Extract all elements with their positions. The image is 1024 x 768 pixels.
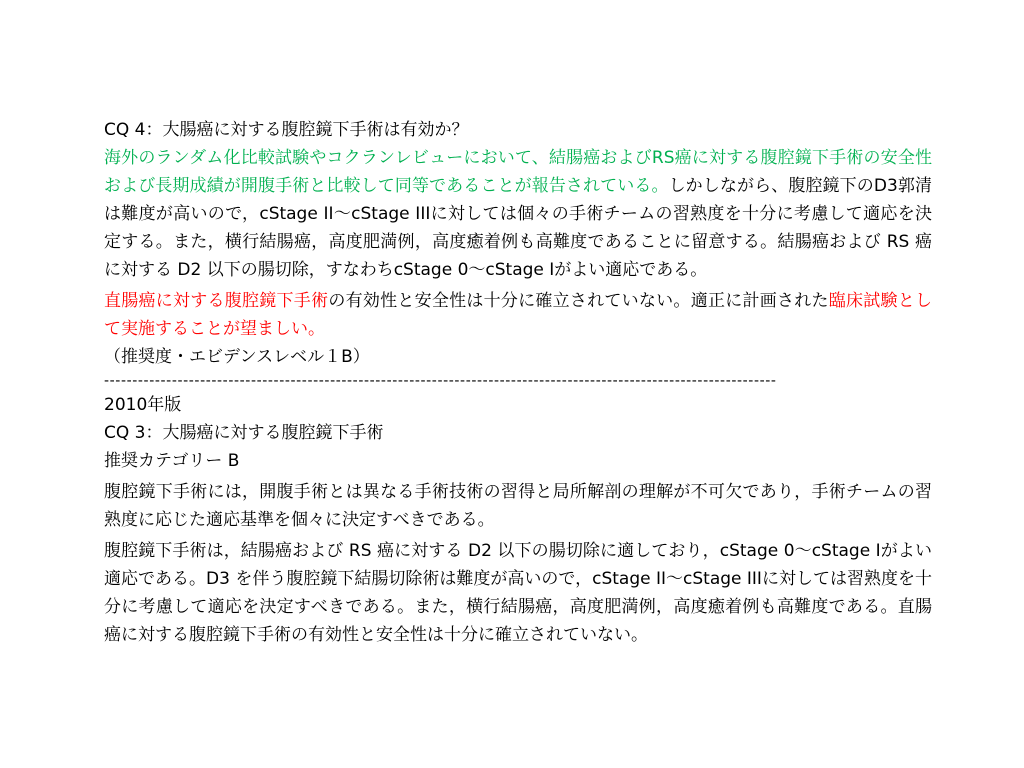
cq4-red-text-2: 臨床試験として実施することが望ましい。: [104, 291, 933, 339]
cq4-red-text-1: 直腸癌に対する腹腔鏡下手術: [104, 291, 329, 311]
version-label: 2010年版: [104, 395, 182, 415]
cq4-black-text-2: の有効性と安全性は十分に確立されていない。適正に計画された: [328, 291, 829, 311]
cq3-title: CQ 3：大腸癌に対する腹腔鏡下手術: [104, 423, 384, 443]
cq4-paragraph-1: [104, 144, 932, 284]
cq4-recommendation: （推奨度・エビデンスレベル１B）: [104, 347, 370, 367]
cq4-title: CQ 4：大腸癌に対する腹腔鏡下手術は有効か？: [104, 120, 469, 140]
section-divider: -----------------------------------------------------------------------------------------------------------------------: [104, 373, 777, 389]
slide-content: [104, 116, 932, 649]
cq3-paragraph-2: 腹腔鏡下手術は，結腸癌および RS 癌に対する D2 以下の腸切除に適しており，cStage 0〜cStage Iがよい適応である。D3 を伴う腹腔鏡下結腸切除術は難度が高いので，cStage II〜cStage IIIに対しては習熟度を十分に考慮して適応を決定すべきである。また，横行結腸癌，高度肥満例，高度癒着例も高難度である。直腸癌に対する腹腔鏡下手術の有効性と安全性は十分に確立されていない。: [104, 541, 932, 645]
cq3-paragraph-1: 腹腔鏡下手術には，開腹手術とは異なる手術技術の習得と局所解剖の理解が不可欠であり，手術チームの習熟度に応じた適応基準を個々に決定すべきである。: [104, 482, 932, 530]
cq4-black-text: しかしながら、腹腔鏡下のD3郭清は難度が高いので，cStage II〜cStage IIIに対しては個々の手術チームの習熟度を十分に考慮して適応を決定する。また，横行結腸癌，高度肥満例，高度癒着例も高難度であることに留意する。結腸癌および RS 癌に対する D2 以下の腸切除，すなわちcStage 0〜cStage Iがよい適応である。: [104, 176, 933, 280]
cq3-category: 推奨カテゴリー B: [104, 451, 240, 471]
cq4-green-text: 海外のランダム化比較試験やコクランレビューにおいて、結腸癌およびRS癌に対する腹腔鏡下手術の安全性および長期成績が開腹手術と比較して同等であることが報告されている。: [104, 148, 932, 196]
cq4-paragraph-2: [104, 287, 932, 343]
